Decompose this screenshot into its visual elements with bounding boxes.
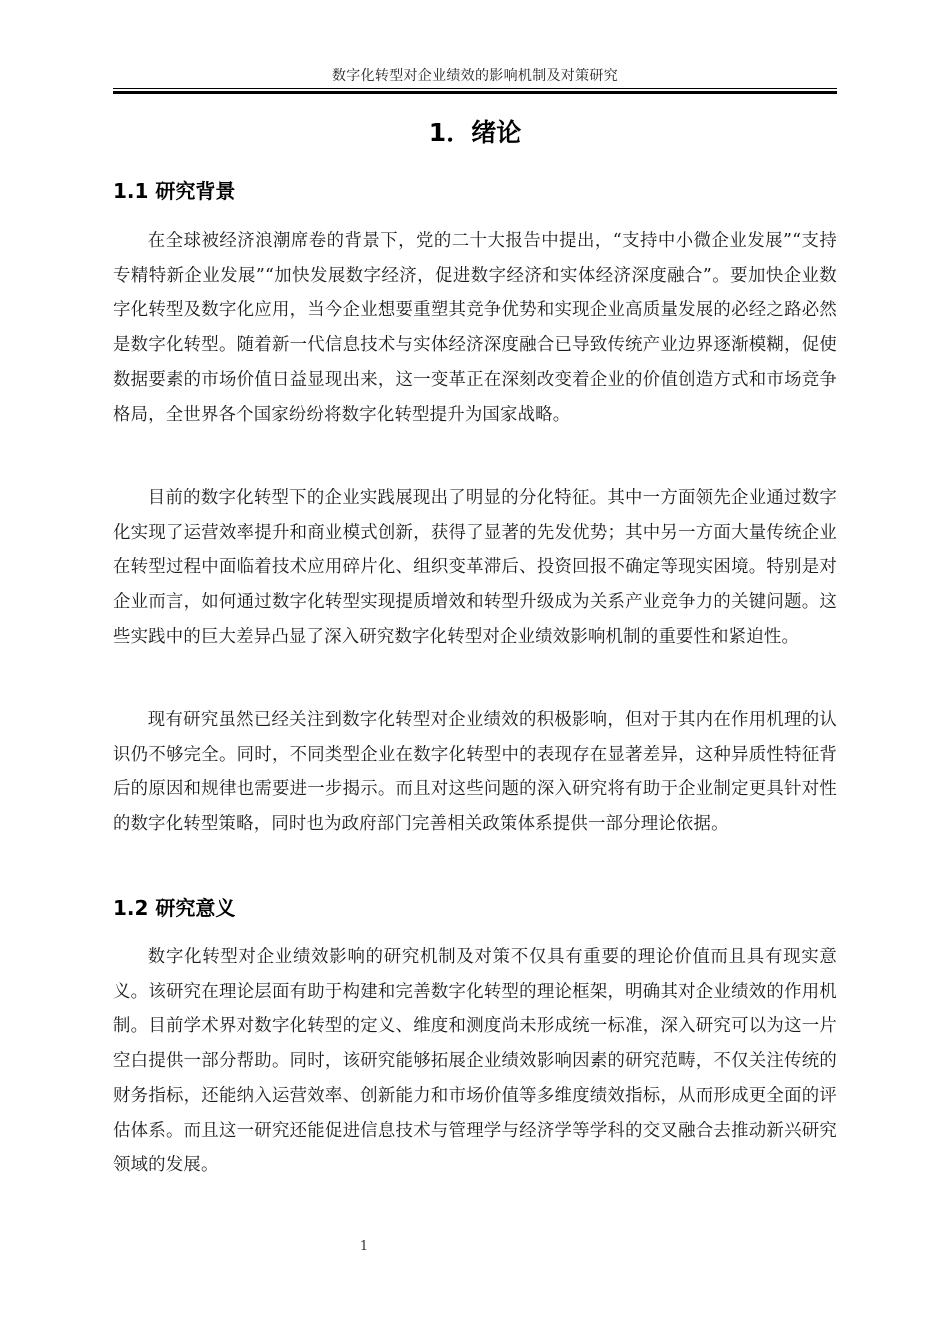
header-double-rule: [113, 88, 837, 95]
paragraph-background-2: 目前的数字化转型下的企业实践展现出了明显的分化特征。其中一方面领先企业通过数字化实现了运营效率提升和商业模式创新，获得了显著的先发优势；其中另一方面大量传统企业在转型过程中面临着技术应用碎片化、组织变革滞后、投资回报不确定等现实困境。特别是对企业而言，如何通过数字化转型实现提质增效和转型升级成为关系产业竞争力的关键问题。这些实践中的巨大差异凸显了深入研究数字化转型对企业绩效影响机制的重要性和紧迫性。: [113, 488, 837, 647]
page-number: 1: [359, 1239, 369, 1254]
paragraph-background-1: 在全球被经济浪潮席卷的背景下，党的二十大报告中提出，“支持中小微企业发展”“支持专精特新企业发展”“加快发展数字经济，促进数字经济和实体经济深度融合”。要加快企业数字化转型及数字化应用，当今企业想要重塑其竞争优势和实现企业高质量发展的必经之路必然是数字化转型。随着新一代信息技术与实体经济深度融合已导致传统产业边界逐渐模糊，促使数据要素的市场价值日益显现出来，这一变革正在深刻改变着企业的价值创造方式和市场竞争格局，全世界各个国家纷纷将数字化转型提升为国家战略。: [113, 231, 837, 425]
header-rule-thin: [113, 88, 837, 89]
chapter-title: 1．绪论: [428, 118, 522, 147]
section-heading-significance: 1.2 研究意义: [113, 896, 236, 920]
paragraph-significance-1: 数字化转型对企业绩效影响的研究机制及对策不仅具有重要的理论价值而且具有现实意义。该研究在理论层面有助于构建和完善数字化转型的理论框架，明确其对企业绩效的作用机制。目前学术界对数字化转型的定义、维度和测度尚未形成统一标准，深入研究可以为这一片空白提供一部分帮助。同时，该研究能够拓展企业绩效影响因素的研究范畴，不仅关注传统的财务指标，还能纳入运营效率、创新能力和市场价值等多维度绩效指标，从而形成更全面的评估体系。而且这一研究还能促进信息技术与管理学与经济学等学科的交叉融合去推动新兴研究领域的发展。: [113, 947, 837, 1176]
header-rule-thick: [113, 91, 837, 94]
section-heading-background: 1.1 研究背景: [113, 179, 236, 203]
running-header: 数字化转型对企业绩效的影响机制及对策研究: [332, 68, 618, 84]
paragraph-background-3: 现有研究虽然已经关注到数字化转型对企业绩效的积极影响，但对于其内在作用机理的认识仍不够完全。同时，不同类型企业在数字化转型中的表现存在显著差异，这种异质性特征背后的原因和规律也需要进一步揭示。而且对这些问题的深入研究将有助于企业制定更具针对性的数字化转型策略，同时也为政府部门完善相关政策体系提供一部分理论依据。: [113, 710, 837, 835]
